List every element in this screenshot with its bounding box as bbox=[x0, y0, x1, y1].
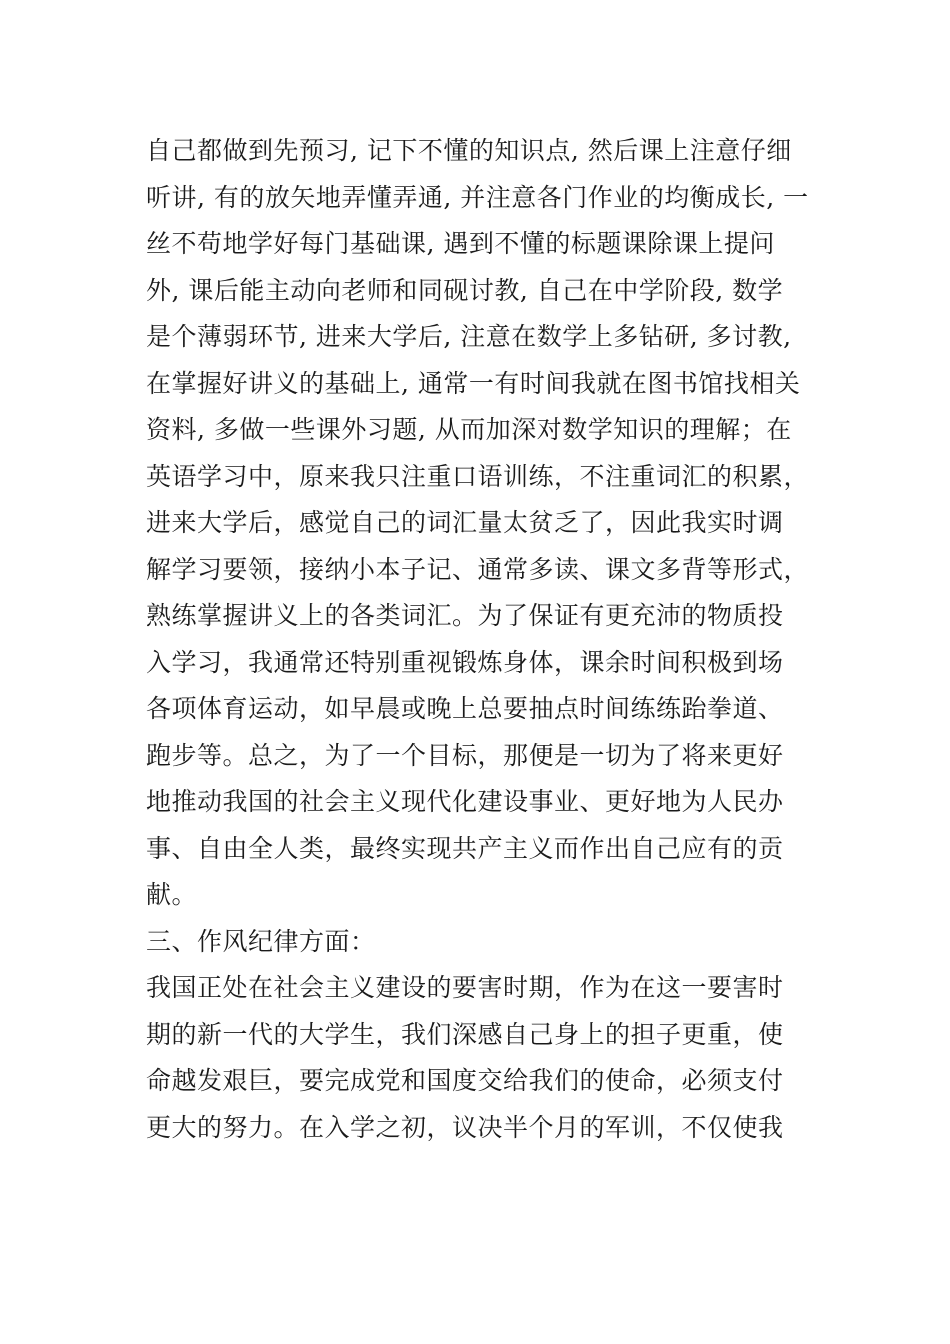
text-line: 期的新一代的大学生，我们深感自己身上的担子更重，使 bbox=[146, 1019, 784, 1049]
text-line: 丝不苟地学好每门基础课, 遇到不懂的标题课除课上提问 bbox=[146, 229, 775, 258]
text-line: 在掌握好讲义的基础上, 通常一有时间我就在图书馆找相关 bbox=[146, 368, 801, 398]
text-line: 我国正处在社会主义建设的要害时期，作为在这一要害时 bbox=[146, 973, 784, 1002]
body-text bbox=[146, 128, 826, 1151]
text-line: 跑步等。总之，为了一个目标，那便是一切为了将来更好 bbox=[146, 740, 784, 770]
text-line: 进来大学后，感觉自己的词汇量太贫乏了，因此我实时调 bbox=[146, 508, 784, 537]
text-line: 事、自由全人类，最终实现共产主义而作出自己应有的贡 bbox=[146, 833, 784, 863]
text-line: 听讲, 有的放矢地弄懂弄通, 并注意各门作业的均衡成长, 一 bbox=[146, 182, 809, 212]
text-line: 自己都做到先预习, 记下不懂的知识点, 然后课上注意仔细 bbox=[146, 136, 792, 165]
text-line: 是个薄弱环节, 进来大学后, 注意在数学上多钻研, 多讨教, bbox=[146, 322, 792, 351]
section-heading: 三、作风纪律方面： bbox=[146, 926, 376, 956]
text-line: 献。 bbox=[146, 880, 198, 909]
text-line: 各项体育运动，如早晨或晚上总要抽点时间练练跆拳道、 bbox=[146, 694, 784, 723]
text-line: 地推动我国的社会主义现代化建设事业、更好地为人民办 bbox=[146, 787, 784, 816]
text-line: 英语学习中，原来我只注重口语训练，不注重词汇的积累， bbox=[146, 461, 810, 491]
text-line: 命越发艰巨，要完成党和国度交给我们的使命，必须支付 bbox=[146, 1066, 784, 1095]
text-line: 资料, 多做一些课外习题, 从而加深对数学知识的理解；在 bbox=[146, 415, 792, 444]
text-line: 解学习要领，接纳小本子记、通常多读、课文多背等形式， bbox=[146, 554, 810, 584]
text-line: 熟练掌握讲义上的各类词汇。为了保证有更充沛的物质投 bbox=[146, 601, 784, 630]
text-line: 入学习，我通常还特别重视锻炼身体，课余时间积极到场 bbox=[146, 647, 784, 677]
text-line: 更大的努力。在入学之初，议决半个月的军训，不仅使我 bbox=[146, 1112, 784, 1142]
text-line: 外, 课后能主动向老师和同砚讨教, 自己在中学阶段, 数学 bbox=[146, 275, 784, 305]
